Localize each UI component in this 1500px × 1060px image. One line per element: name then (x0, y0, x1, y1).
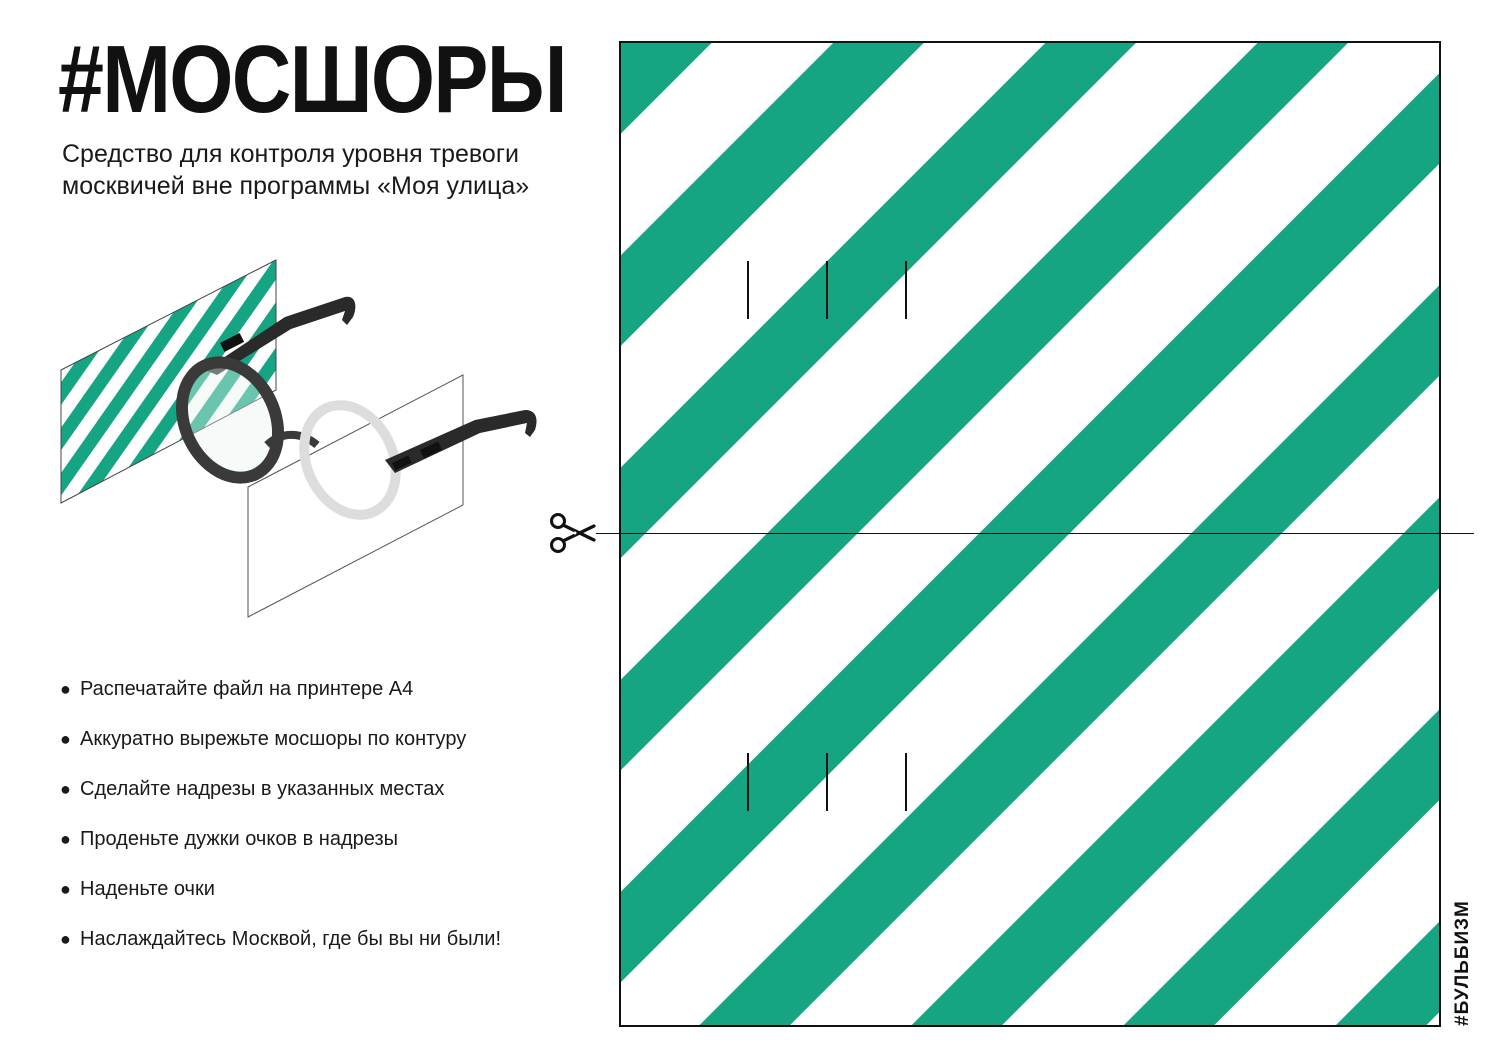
instruction-list (60, 677, 501, 977)
subtitle-line-2: москвичей вне программы «Моя улица» (62, 172, 530, 200)
instruction-item: ● Сделайте надрезы в указанных местах (60, 778, 445, 800)
subtitle (62, 138, 602, 202)
instruction-item: ● Распечатайте файл на принтере А4 (60, 678, 414, 700)
stripe-pattern (621, 43, 1439, 1025)
instruction-item: ● Аккуратно вырежьте мосшоры по контуру (60, 728, 467, 750)
striped-sheet (619, 41, 1441, 1027)
instruction-item: ● Наденьте очки (60, 878, 215, 900)
glasses-illustration (55, 255, 575, 625)
scissors-icon (548, 512, 596, 554)
instruction-item: ● Наслаждайтесь Москвой, где бы вы ни были! (60, 928, 501, 950)
brand-label: #БУЛЬБИЗМ (1452, 900, 1473, 1026)
page-title: #МОСШОРЫ (58, 26, 566, 133)
subtitle-line-1: Средство для контроля уровня тревоги (62, 140, 519, 168)
cut-line (596, 533, 1474, 534)
instruction-item: ● Проденьте дужки очков в надрезы (60, 828, 398, 850)
